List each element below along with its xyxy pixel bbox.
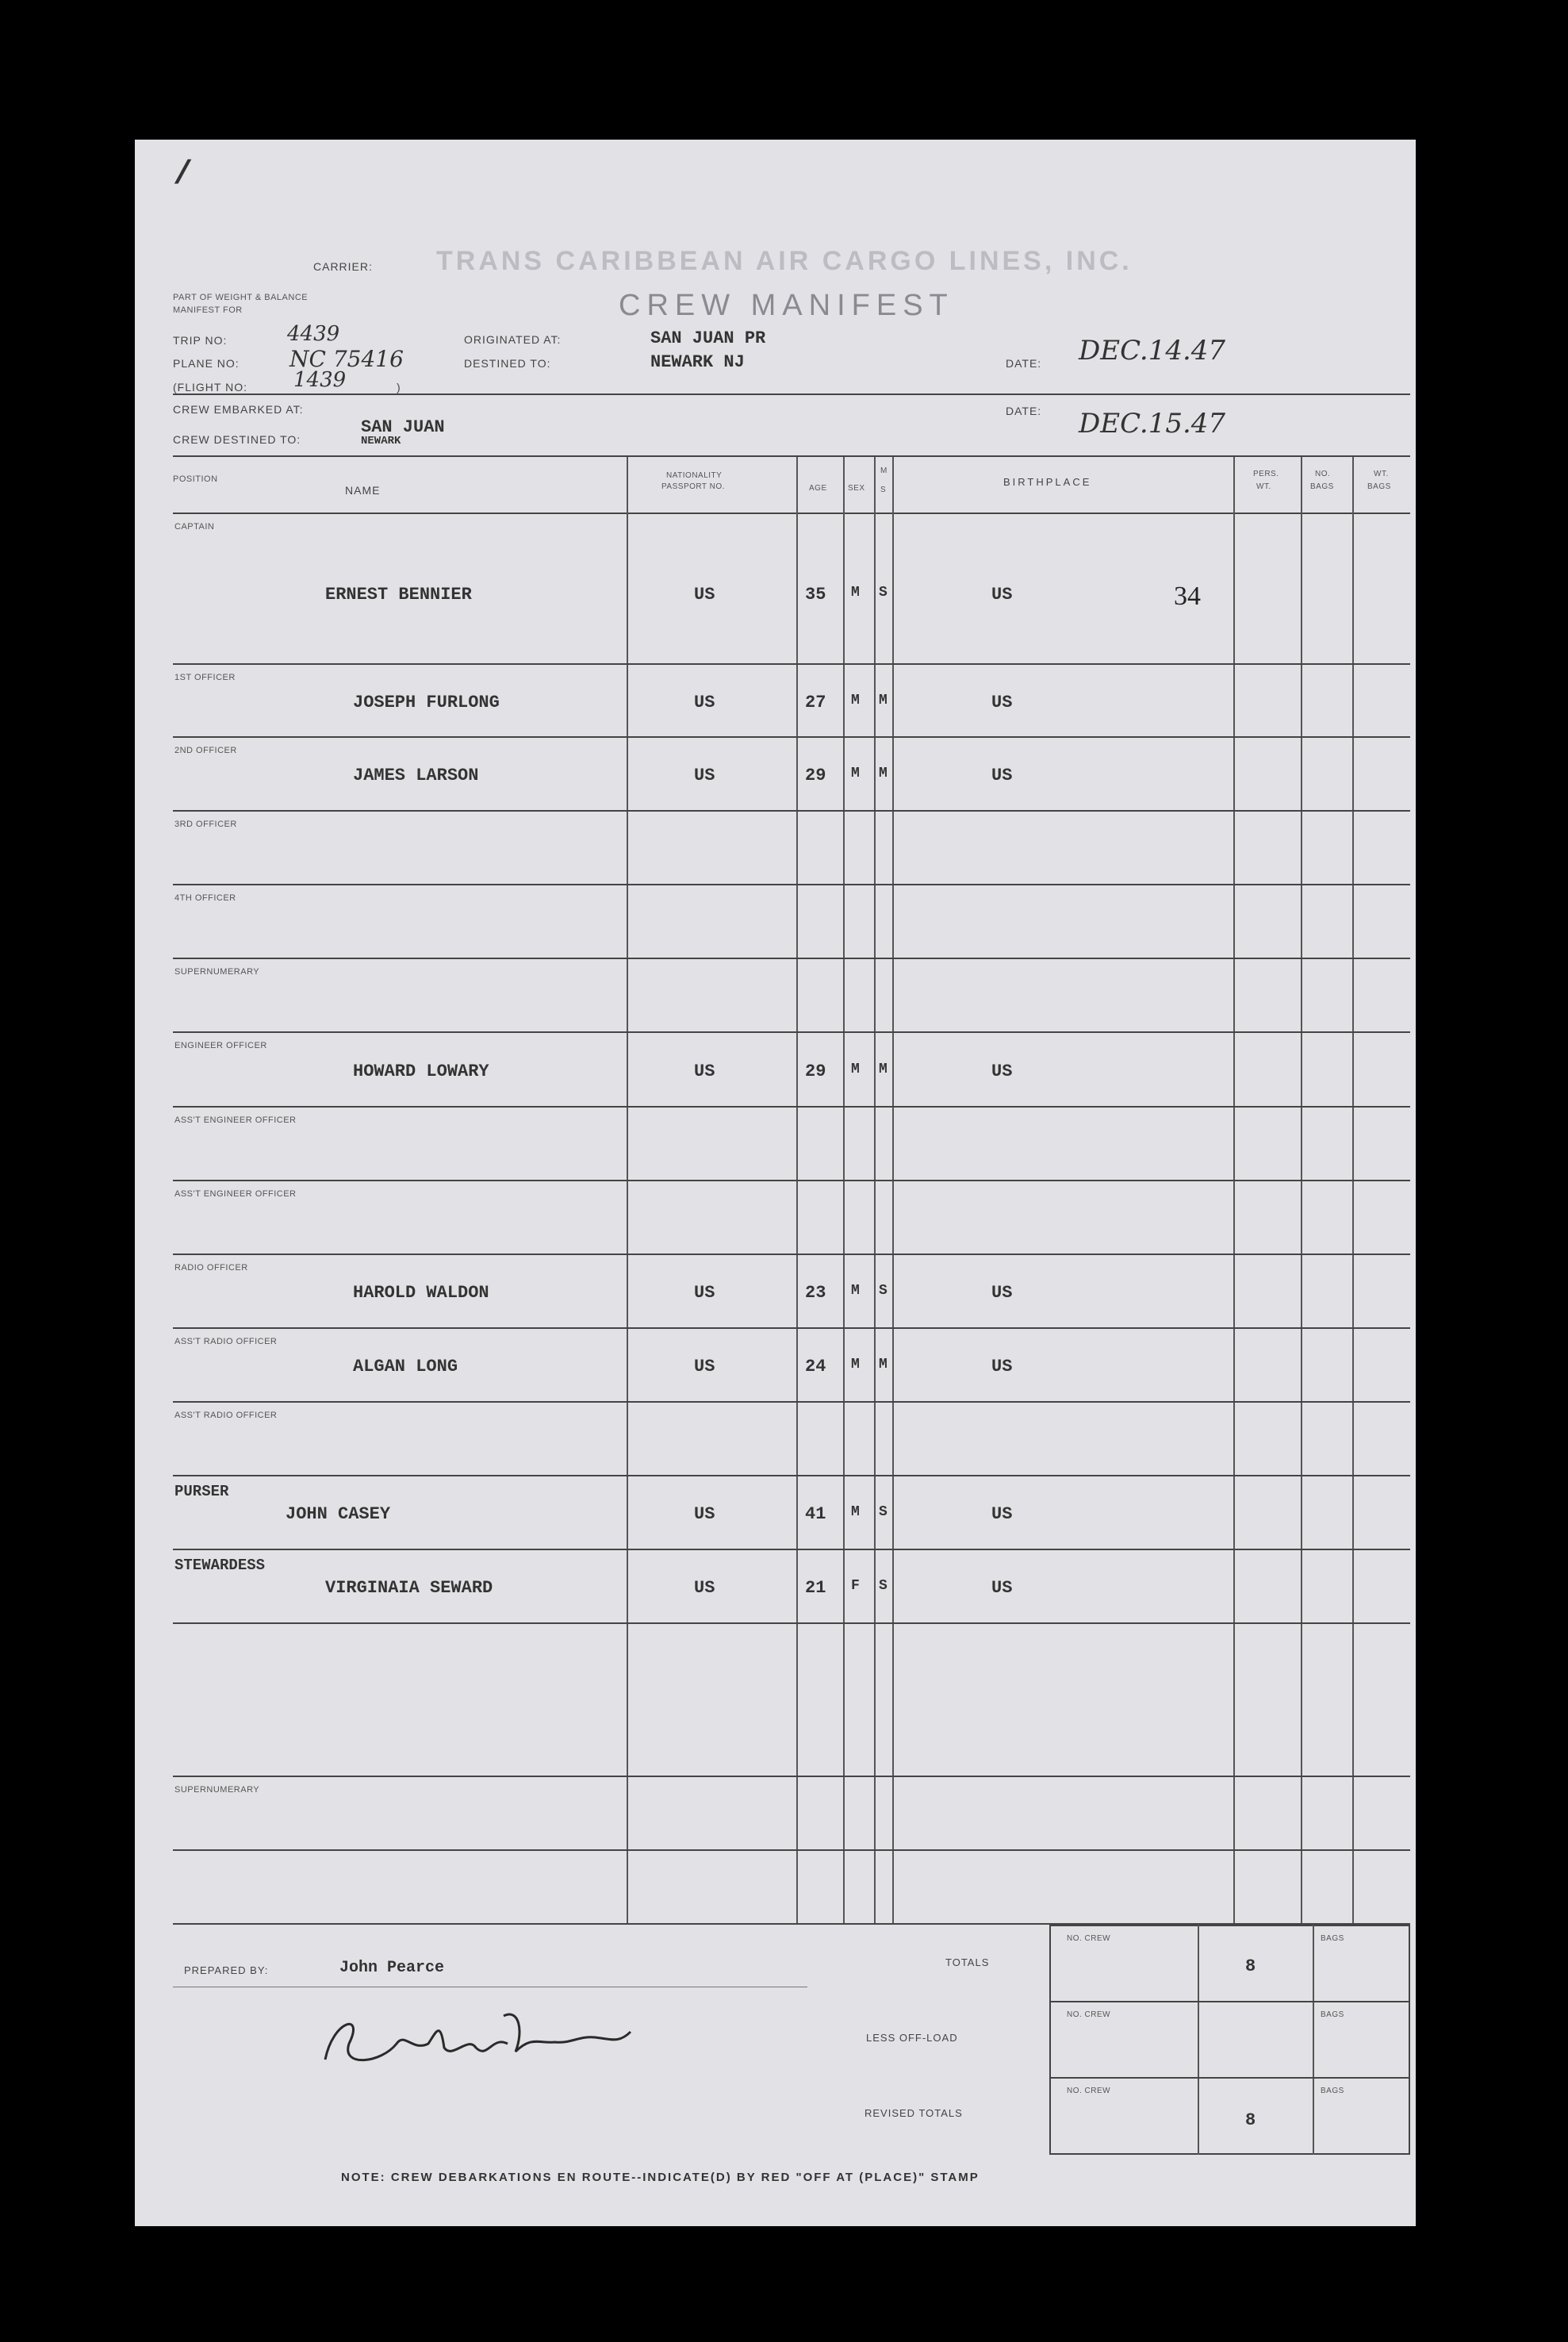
- row-sex: M: [851, 766, 860, 781]
- row-birthplace: US: [991, 1062, 1013, 1081]
- bags-label-1: BAGS: [1321, 1934, 1344, 1943]
- table-row: [135, 1401, 1416, 1475]
- crew-table: [135, 140, 1416, 2218]
- crew-destined-label: CREW DESTINED TO:: [173, 433, 301, 446]
- row-name: JOSEPH FURLONG: [353, 693, 500, 712]
- row-position: 3RD OFFICER: [174, 820, 237, 829]
- row-position: CAPTAIN: [174, 522, 215, 532]
- row-name: HAROLD WALDON: [353, 1283, 489, 1303]
- row-name: ALGAN LONG: [353, 1357, 458, 1376]
- col-birthplace: BIRTHPLACE: [1003, 476, 1092, 488]
- row-position: RADIO OFFICER: [174, 1263, 248, 1273]
- row-sex: M: [851, 1357, 860, 1373]
- col-no-bags-1: NO.: [1315, 470, 1331, 478]
- totals-crew-value: 8: [1245, 1956, 1256, 1976]
- footer-note: NOTE: CREW DEBARKATIONS EN ROUTE--INDICATE(D) BY RED "OFF AT (PLACE)" STAMP: [341, 2171, 980, 2184]
- table-row: [135, 1031, 1416, 1106]
- form-title: CREW MANIFEST: [619, 289, 954, 322]
- totals-box-line-1: [1198, 1925, 1199, 2155]
- row-position: ASS'T RADIO OFFICER: [174, 1411, 278, 1420]
- row-position: 2ND OFFICER: [174, 746, 237, 755]
- row-marital-status: M: [879, 1357, 888, 1373]
- row-age: 29: [805, 1062, 826, 1081]
- row-position: SUPERNUMERARY: [174, 967, 260, 977]
- row-sex: M: [851, 1504, 860, 1520]
- side-note-line2: MANIFEST FOR: [173, 305, 243, 315]
- totals-label: TOTALS: [945, 1956, 990, 1968]
- row-nationality: US: [694, 1357, 715, 1376]
- row-birthplace: US: [991, 766, 1013, 785]
- plane-no-label: PLANE NO:: [173, 357, 240, 370]
- table-row: [135, 663, 1416, 736]
- row-name: JOHN CASEY: [286, 1504, 391, 1524]
- row-name: JAMES LARSON: [353, 766, 479, 785]
- row-birthplace: US: [991, 585, 1013, 605]
- table-row: [135, 1622, 1416, 1776]
- originated-label: ORIGINATED AT:: [464, 333, 562, 346]
- row-age: 27: [805, 693, 826, 712]
- col-wt-bags-1: WT.: [1374, 470, 1389, 478]
- row-sex: M: [851, 1062, 860, 1077]
- date-value: DEC.14.47: [1079, 335, 1226, 367]
- trip-no: 4439: [287, 322, 340, 346]
- row-marital-status: S: [879, 1283, 888, 1299]
- flight-no: 1439: [293, 368, 347, 392]
- table-row: [135, 1475, 1416, 1549]
- row-marital-status: M: [879, 766, 888, 781]
- prepared-by-value: John Pearce: [339, 1959, 445, 1977]
- totals-box-row-2: [1049, 2077, 1410, 2079]
- row-position: PURSER: [174, 1483, 229, 1500]
- crew-embarked-label: CREW EMBARKED AT:: [173, 403, 304, 416]
- trip-no-label: TRIP NO:: [173, 334, 228, 347]
- no-crew-label-3: NO. CREW: [1067, 2087, 1111, 2095]
- row-age: 41: [805, 1504, 826, 1524]
- row-sex: M: [851, 585, 860, 601]
- col-no-bags-2: BAGS: [1310, 482, 1334, 491]
- row-nationality: US: [694, 1504, 715, 1524]
- row-name: VIRGINAIA SEWARD: [325, 1578, 493, 1598]
- signature-text: Ernest Bennier: [349, 2066, 435, 2079]
- table-row: [135, 1254, 1416, 1327]
- row-position: ASS'T RADIO OFFICER: [174, 1337, 278, 1346]
- row-nationality: US: [694, 1062, 715, 1081]
- row-position: ASS'T ENGINEER OFFICER: [174, 1115, 297, 1125]
- row-nationality: US: [694, 1283, 715, 1303]
- col-pers-wt-1: PERS.: [1253, 470, 1279, 478]
- col-ms-2: S: [880, 486, 887, 494]
- flight-no-close: ): [397, 381, 401, 394]
- row-extra-mark: 34: [1174, 582, 1201, 611]
- table-row: [135, 513, 1416, 663]
- table-row: [135, 736, 1416, 810]
- bags-label-2: BAGS: [1321, 2010, 1344, 2019]
- row-birthplace: US: [991, 1578, 1013, 1598]
- table-row: [135, 1327, 1416, 1401]
- side-note-line1: PART OF WEIGHT & BALANCE: [173, 293, 309, 302]
- row-age: 21: [805, 1578, 826, 1598]
- row-sex: M: [851, 693, 860, 708]
- row-age: 29: [805, 766, 826, 785]
- table-row: [135, 1180, 1416, 1254]
- table-row: [135, 958, 1416, 1031]
- corner-mark-left: /: [173, 155, 194, 194]
- row-rule: [173, 1849, 1410, 1851]
- row-name: HOWARD LOWARY: [353, 1062, 489, 1081]
- row-nationality: US: [694, 693, 715, 712]
- col-age: AGE: [809, 484, 827, 493]
- row-birthplace: US: [991, 693, 1013, 712]
- col-name: NAME: [345, 484, 381, 497]
- row-marital-status: M: [879, 1062, 888, 1077]
- destined-label: DESTINED TO:: [464, 357, 551, 370]
- row-nationality: US: [694, 1578, 715, 1598]
- col-nationality-2: PASSPORT NO.: [661, 482, 725, 491]
- crew-destined-value: NEWARK: [361, 435, 401, 447]
- crew-embarked-value: SAN JUAN: [361, 417, 445, 437]
- revised-crew-value: 8: [1245, 2110, 1256, 2130]
- row-position: 1ST OFFICER: [174, 673, 236, 682]
- table-row: [135, 1549, 1416, 1622]
- table-row: [135, 1106, 1416, 1180]
- row-sex: F: [851, 1578, 860, 1594]
- row-age: 35: [805, 585, 826, 605]
- row-nationality: US: [694, 585, 715, 605]
- table-row: [135, 810, 1416, 884]
- plane-no: NC 75416: [289, 346, 404, 372]
- col-nationality-1: NATIONALITY: [666, 471, 723, 480]
- signature: [317, 1988, 634, 2083]
- totals-box-row-1: [1049, 2001, 1410, 2002]
- col-wt-bags-2: BAGS: [1367, 482, 1391, 491]
- row-birthplace: US: [991, 1504, 1013, 1524]
- row-name: ERNEST BENNIER: [325, 585, 472, 605]
- row-marital-status: S: [879, 585, 888, 601]
- row-position: 4TH OFFICER: [174, 893, 236, 903]
- date2-label: DATE:: [1006, 405, 1042, 417]
- col-pers-wt-2: WT.: [1256, 482, 1271, 491]
- col-position: POSITION: [173, 474, 218, 484]
- flight-no-label: (FLIGHT NO:: [173, 381, 247, 394]
- date-label: DATE:: [1006, 357, 1042, 370]
- no-crew-label-2: NO. CREW: [1067, 2010, 1111, 2019]
- originated-value: SAN JUAN PR: [650, 328, 766, 348]
- row-position: STEWARDESS: [174, 1557, 266, 1574]
- totals-box-line-2: [1313, 1925, 1314, 2155]
- row-nationality: US: [694, 766, 715, 785]
- row-marital-status: S: [879, 1578, 888, 1594]
- table-row: [135, 884, 1416, 958]
- carrier-label: CARRIER:: [313, 260, 373, 273]
- row-marital-status: S: [879, 1504, 888, 1520]
- bags-label-3: BAGS: [1321, 2087, 1344, 2095]
- revised-totals-label: REVISED TOTALS: [865, 2107, 963, 2119]
- crew-manifest-sheet: [135, 140, 1416, 2226]
- col-ms-1: M: [880, 466, 888, 475]
- carrier-name: TRANS CARIBBEAN AIR CARGO LINES, INC.: [436, 246, 1133, 276]
- row-age: 23: [805, 1283, 826, 1303]
- table-row: [135, 1776, 1416, 1849]
- prepared-by-label: PREPARED BY:: [184, 1964, 269, 1976]
- table-top-rule: [173, 455, 1410, 457]
- row-birthplace: US: [991, 1283, 1013, 1303]
- row-position: ENGINEER OFFICER: [174, 1041, 267, 1050]
- row-marital-status: M: [879, 693, 888, 708]
- row-age: 24: [805, 1357, 826, 1376]
- less-offload-label: LESS OFF-LOAD: [866, 2032, 958, 2044]
- row-position: SUPERNUMERARY: [174, 1785, 260, 1795]
- col-sex: SEX: [848, 484, 865, 493]
- no-crew-label-1: NO. CREW: [1067, 1934, 1111, 1943]
- row-sex: M: [851, 1283, 860, 1299]
- destined-value: NEWARK NJ: [650, 352, 745, 372]
- row-position: ASS'T ENGINEER OFFICER: [174, 1189, 297, 1199]
- totals-box: [1049, 1925, 1410, 2155]
- date2-value: DEC.15.47: [1079, 408, 1226, 440]
- row-birthplace: US: [991, 1357, 1013, 1376]
